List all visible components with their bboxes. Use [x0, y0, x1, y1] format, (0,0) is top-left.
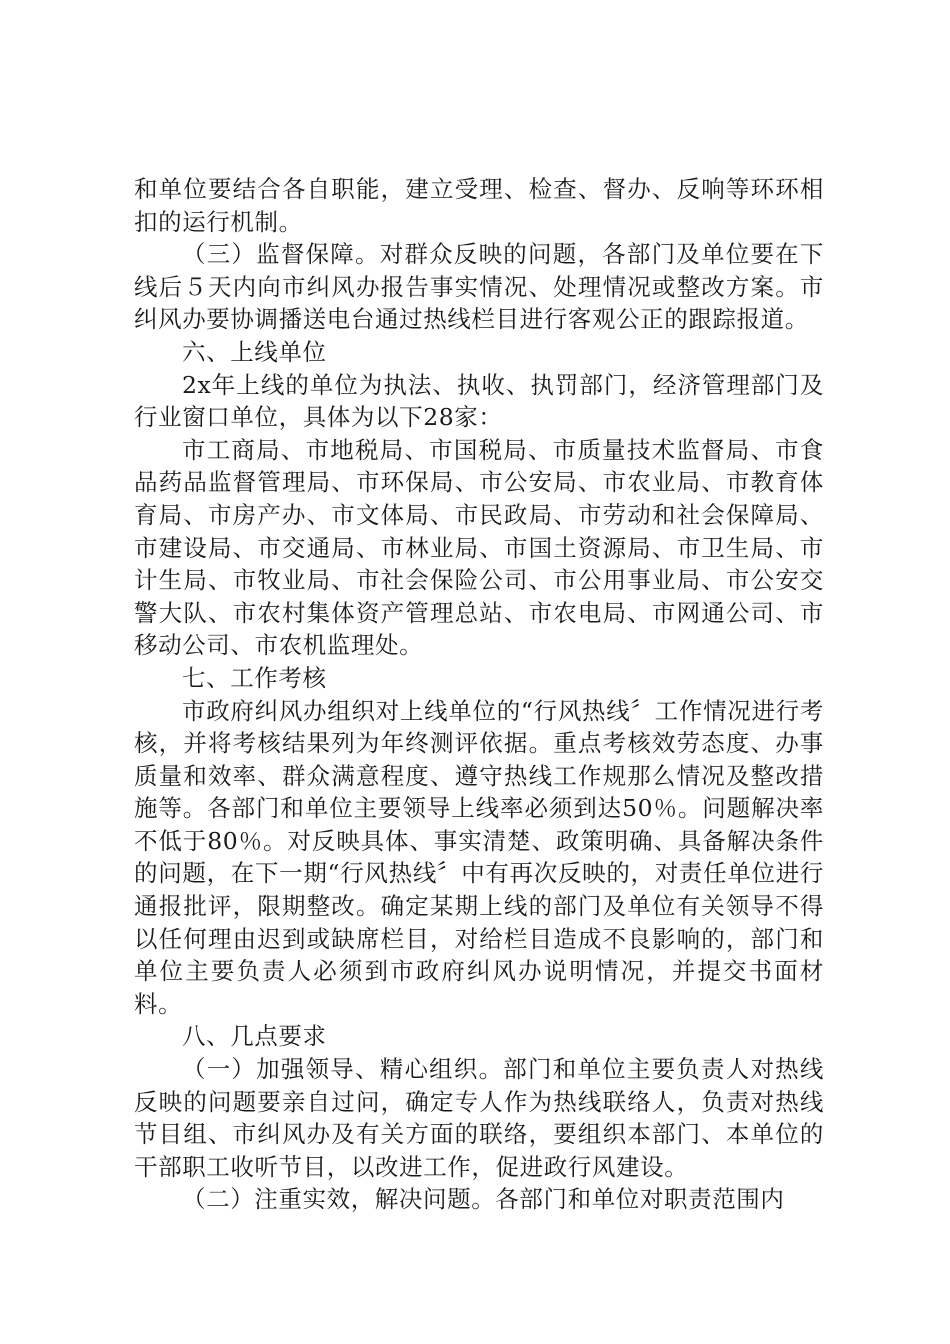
heading-requirements: 八、几点要求 — [182, 1022, 327, 1051]
paragraph-requirement-one: （一）加强领导、精心组织。部门和单位主要负责人对热线反映的问题要亲自过问，确定专人作为热线联络人，负责对热线节目组、市纠风办及有关方面的联络，要组织本部门、本单位的干部职工收听节目，以改进工作，促进政行风建设。 — [134, 1055, 824, 1181]
paragraph-online-units-intro: 2x年上线的单位为执法、执收、执罚部门，经济管理部门及行业窗口单位，具体为以下28家： — [134, 370, 824, 432]
paragraph-work-assessment: 市政府纠风办组织对上线单位的“行风热线〞工作情况进行考核，并将考核结果列为年终测评依据。重点考核效劳态度、办事质量和效率、群众满意程度、遵守热线工作规那么情况及整改措施等。各部门和单位主要领导上线率必须到达50％。问题解决率不低于80％。对反映具体、事实清楚、政策明确、具备解决条件的问题，在下一期“行风热线〞中有再次反映的，对责任单位进行通报批评，限期整改。确定某期上线的部门及单位有关领导不得以任何理由迟到或缺席栏目，对给栏目造成不良影响的，部门和单位主要负责人必须到市政府纠风办说明情况，并提交书面材料。 — [134, 696, 824, 1018]
paragraph-continuation: 和单位要结合各自职能，建立受理、检查、督办、反响等环环相扣的运行机制。 — [134, 175, 824, 236]
document-body — [134, 173, 824, 1216]
paragraph-requirement-two: （二）注重实效，解决问题。各部门和单位对职责范围内 — [182, 1185, 785, 1214]
paragraph-online-units-list: 市工商局、市地税局、市国税局、市质量技术监督局、市食品药品监督管理局、市环保局、市公安局、市农业局、市教育体育局、市房产办、市文体局、市民政局、市劳动和社会保障局、市建设局、市交通局、市林业局、市国土资源局、市卫生局、市计生局、市牧业局、市社会保险公司、市公用事业局、市公安交警大队、市农村集体资产管理总站、市农电局、市网通公司、市移动公司、市农机监理处。 — [134, 435, 824, 660]
paragraph-supervision: （三）监督保障。对群众反映的问题，各部门及单位要在下线后５天内向市纠风办报告事实情况、处理情况或整改方案。市纠风办要协调播送电台通过热线栏目进行客观公正的跟踪报道。 — [134, 240, 824, 334]
heading-work-assessment: 七、工作考核 — [182, 663, 327, 692]
heading-online-units: 六、上线单位 — [182, 337, 327, 366]
